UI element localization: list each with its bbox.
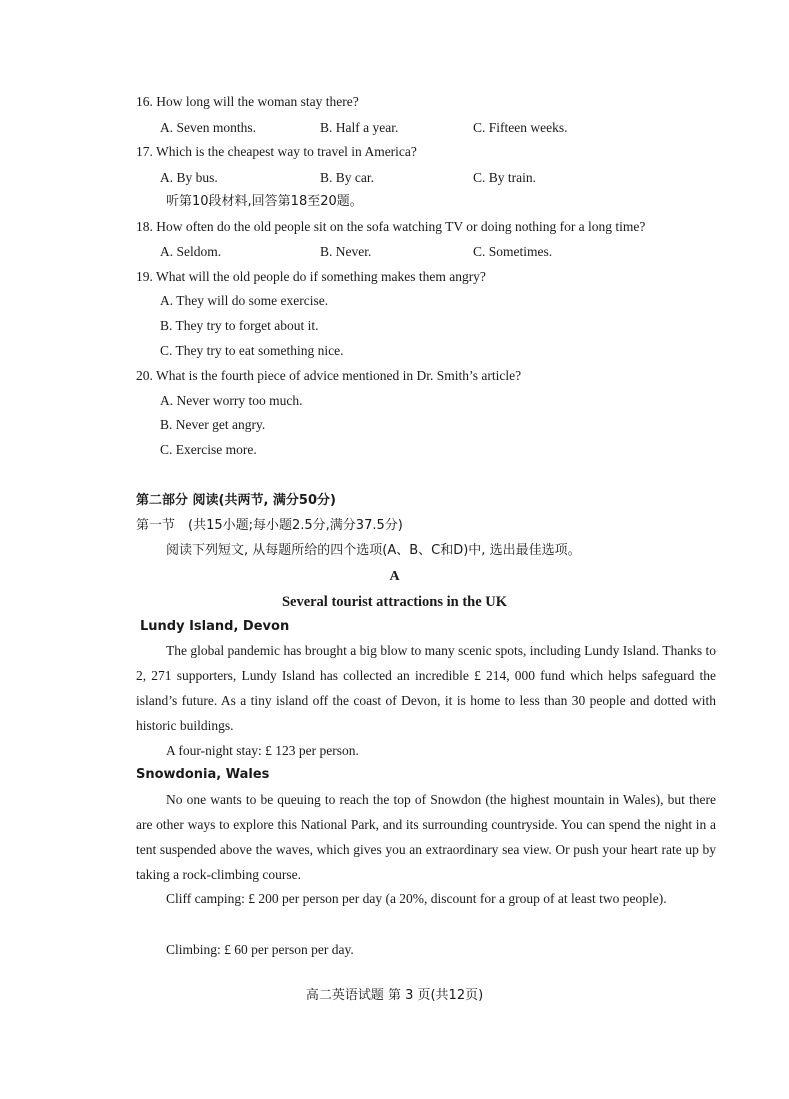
section1-heading: 第一节 (共15小题;每小题2.5分,满分37.5分) [136,518,403,533]
question-18-option-a: A. Seldom. [160,244,222,259]
price-cliff-camping: Cliff camping: £ 200 per person per day (a 20%, discount for a group of at least two people). [166,891,667,906]
question-20-option-a: A. Never worry too much. [160,393,303,408]
passage-title: Several tourist attractions in the UK [281,594,508,610]
question-20-stem: 20. What is the fourth piece of advice mentioned in Dr. Smith’s article? [136,368,522,383]
question-20-option-b: B. Never get angry. [160,417,266,432]
place-name-snowdonia: Snowdonia, Wales [136,767,270,782]
question-16-option-c: C. Fifteen weeks. [473,120,568,135]
question-19-stem: 19. What will the old people do if something makes them angry? [136,269,486,284]
listening-instruction: 听第10段材料,回答第18至20题。 [166,194,363,209]
price-climbing: Climbing: £ 60 per person per day. [166,942,354,957]
question-19-option-b: B. They try to forget about it. [160,318,319,333]
question-18-option-c: C. Sometimes. [473,244,553,259]
paragraph-lundy: The global pandemic has brought a big blow to many scenic spots, including Lundy Island. Thanks to 2, 271 supporters, Lundy Island has collected an incredible £ 214, 000 fund which helps safeguard the island’s future. As a tiny island off the coast of Devon, it is home to less than 30 people and dotted with historic buildings. [136,643,716,733]
question-16-option-b: B. Half a year. [320,120,399,135]
reading-directions: 阅读下列短文, 从每题所给的四个选项(A、B、C和D)中, 选出最佳选项。 [166,543,581,558]
question-17-option-c: C. By train. [473,170,536,185]
question-16-option-a: A. Seven months. [160,120,256,135]
question-17-option-b: B. By car. [320,170,374,185]
place-name-lundy: Lundy Island, Devon [140,619,290,634]
question-18-option-b: B. Never. [320,244,372,259]
question-17-stem: 17. Which is the cheapest way to travel in America? [136,144,417,159]
question-18-stem: 18. How often do the old people sit on the sofa watching TV or doing nothing for a long time? [136,219,646,234]
price-lundy: A four-night stay: £ 123 per person. [166,743,359,758]
question-19-option-a: A. They will do some exercise. [160,293,329,308]
question-16-stem: 16. How long will the woman stay there? [136,94,359,109]
part2-heading: 第二部分 阅读(共两节, 满分50分) [136,493,336,508]
paragraph-snowdonia: No one wants to be queuing to reach the top of Snowdon (the highest mountain in Wales), but there are other ways to explore this National Park, and its surrounding countryside. You can spend the night in a tent suspended above the waves, which gives you an extraordinary sea view. Or push your heart rate up by taking a rock-climbing course. [136,792,716,882]
question-19-option-c: C. They try to eat something nice. [160,343,344,358]
passage-letter: A [389,569,400,584]
question-20-option-c: C. Exercise more. [160,442,257,457]
question-17-option-a: A. By bus. [160,170,218,185]
page-footer: 高二英语试题 第 3 页(共12页) [305,988,484,1003]
